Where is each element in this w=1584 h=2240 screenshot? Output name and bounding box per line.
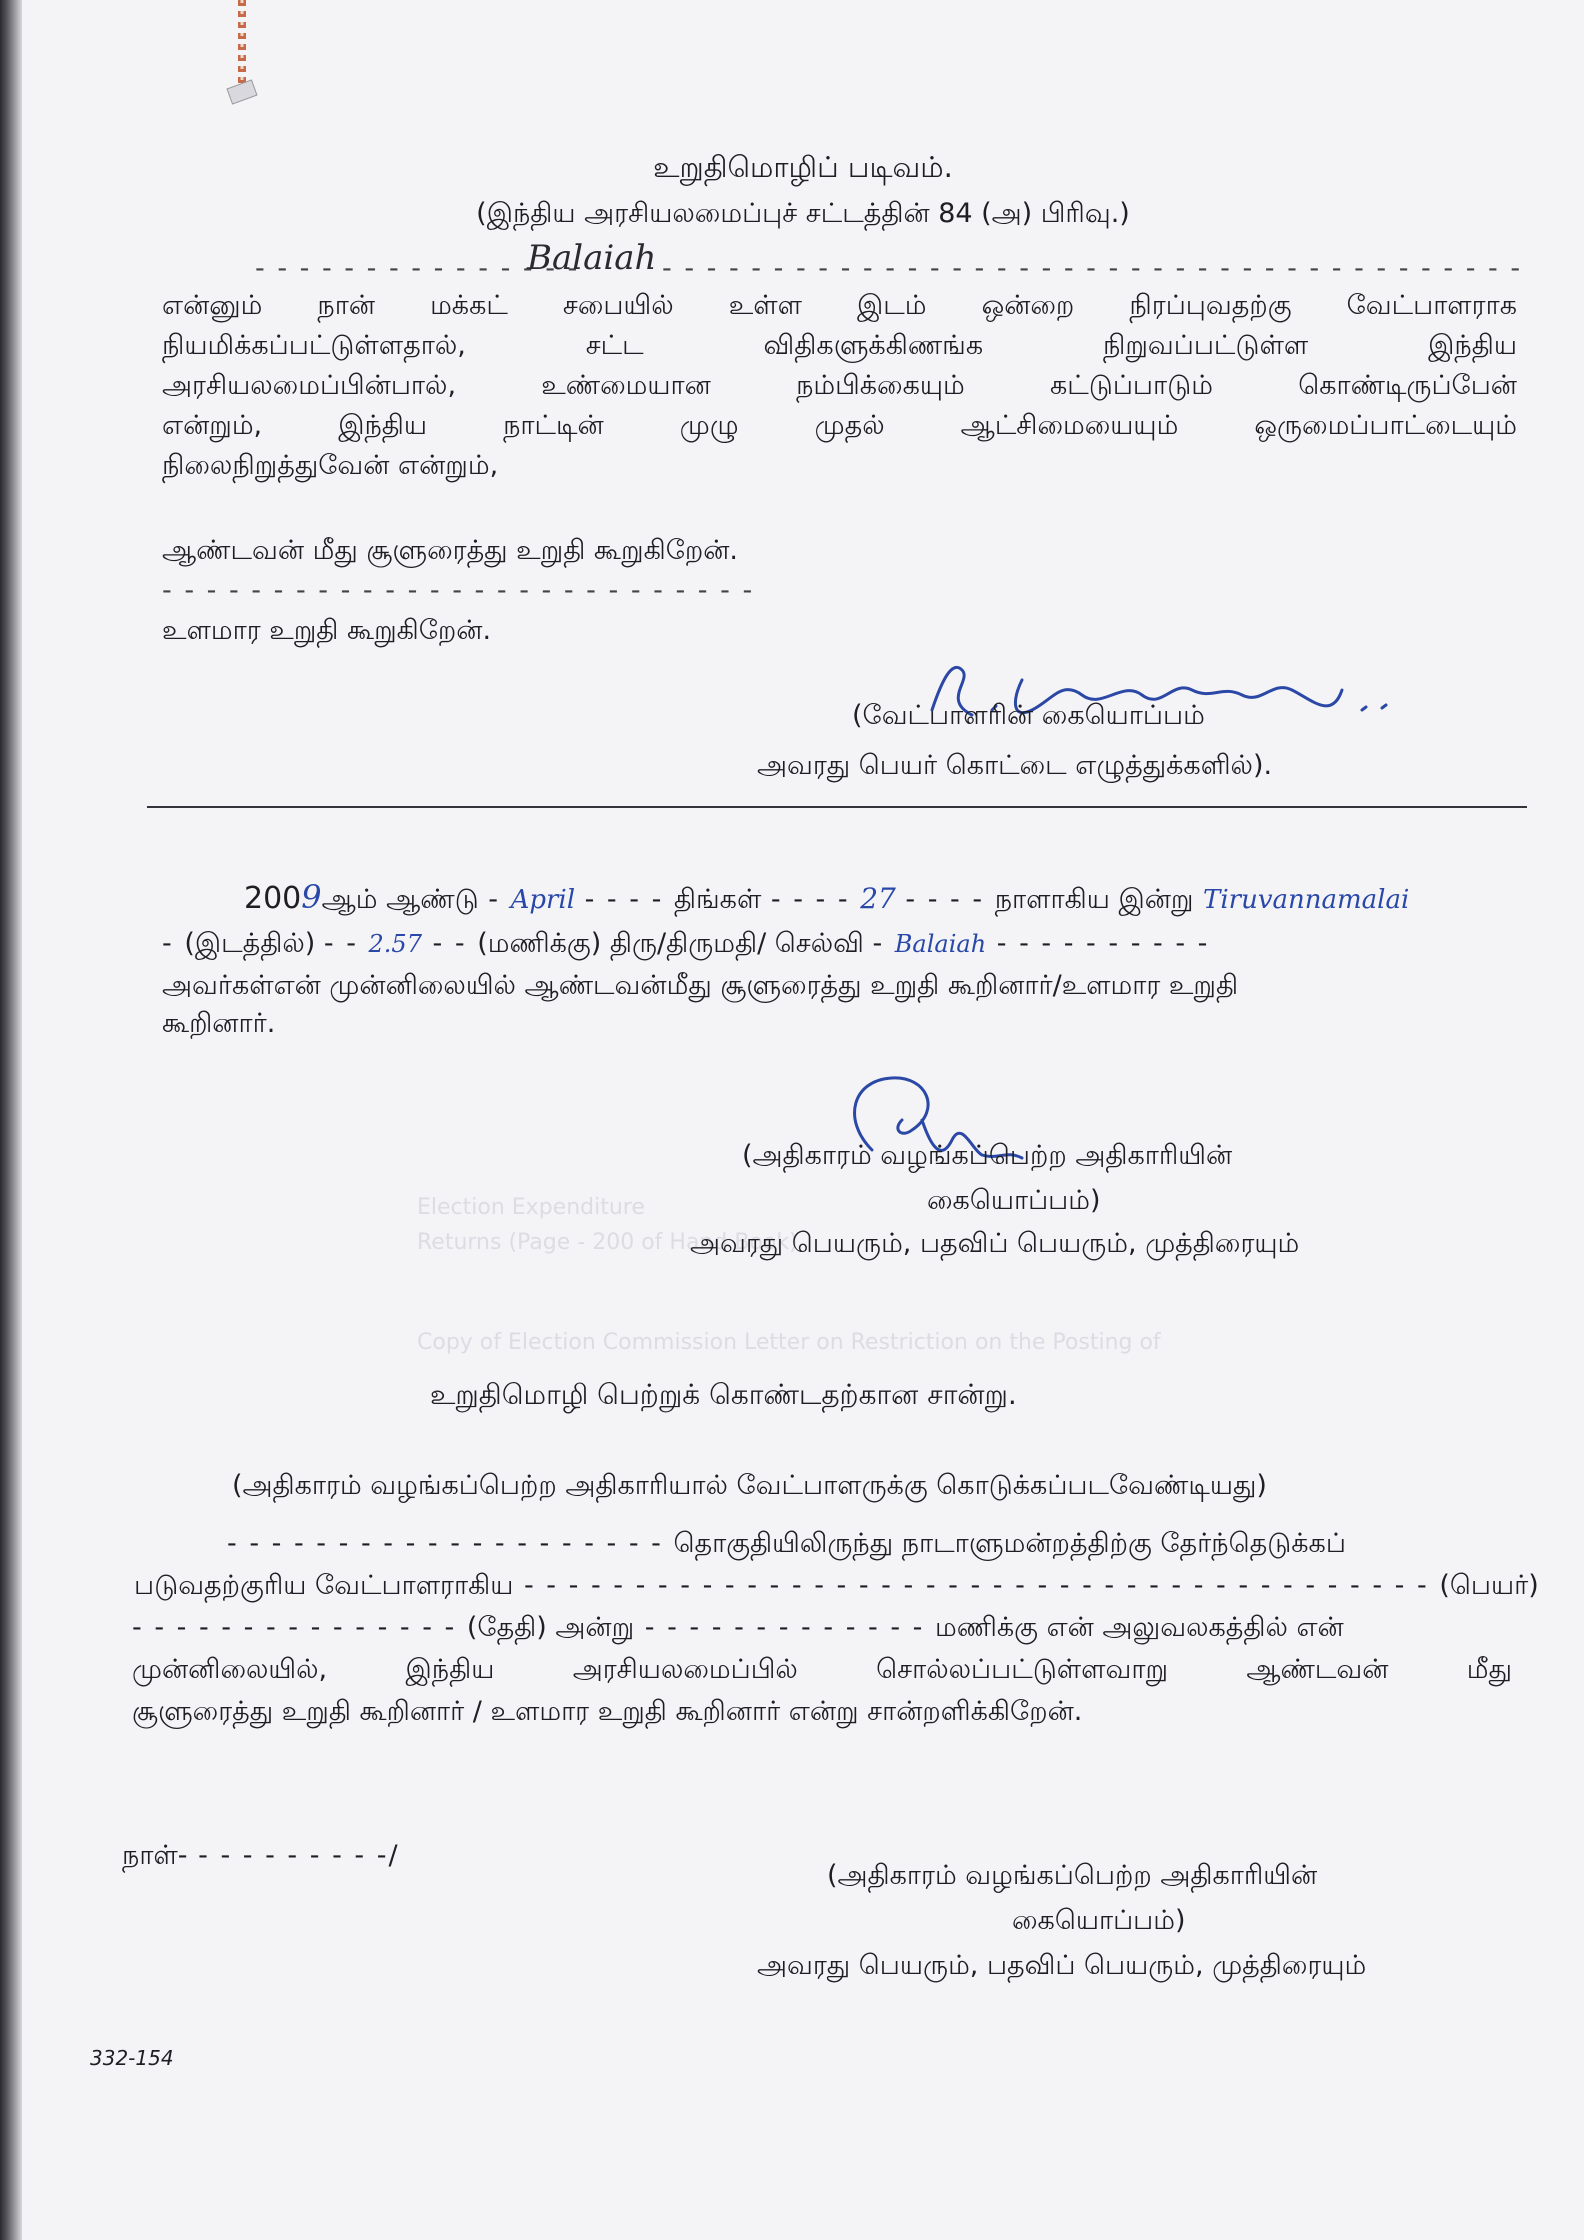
show-through-text: Copy of Election Commission Letter on Restriction on the Posting of <box>417 1330 1161 1355</box>
place-label: (இடத்தில்) <box>184 928 316 959</box>
year-label: ஆம் ஆண்டு <box>321 884 479 915</box>
swear-option: ஆண்டவன் மீது சூளுரைத்து உறுதி கூறுகிறேன். <box>162 535 739 566</box>
certificate-text: படுவதற்குரிய வேட்பாளராகிய <box>134 1570 514 1601</box>
certificate-title: உறுதிமொழி பெற்றுக் கொண்டதற்கான சான்று. <box>430 1378 1017 1411</box>
form-code: 332-154 <box>90 2046 174 2070</box>
certificate-text: தொகுதியிலிருந்து நாடாளுமன்றத்திற்கு தேர்ந்தெடுக்கப் <box>673 1528 1346 1559</box>
officer-signature-caption: கையொப்பம்) <box>927 1185 1101 1216</box>
person-handwritten: Balaiah <box>894 930 987 958</box>
month-handwritten: April <box>510 885 576 915</box>
day-handwritten: 27 <box>860 882 896 915</box>
date-label: நாள்- <box>122 1840 188 1871</box>
year-digit-handwritten: 9 <box>301 878 322 916</box>
oath-text-line: நிலைநிறுத்துவேன் என்றும், <box>162 450 499 481</box>
certificate-text: மணிக்கு என் அலுவலகத்தில் என் <box>935 1612 1344 1643</box>
candidate-name-handwritten: Balaiah <box>527 238 657 278</box>
candidate-signature <box>912 640 1452 750</box>
oath-text-line: அரசியலமைப்பின்பால், உண்மையான நம்பிக்கையும் கட்டுப்பாடும் கொண்டிருப்பேன் <box>162 370 1517 401</box>
day-label: நாளாகிய இன்று <box>994 884 1194 915</box>
form-subtitle: (இந்திய அரசியலமைப்புச் சட்டத்தின் 84 (அ) பிரிவு.) <box>476 198 1130 229</box>
certificate-signature-caption: கையொப்பம்) <box>1012 1905 1186 1936</box>
date-placeholder-label: (தேதி) அன்று <box>466 1612 635 1643</box>
attestation-text: கூறினார். <box>162 1008 276 1039</box>
time-handwritten: 2.57 <box>368 930 422 958</box>
attestation-text: அவர்கள்என் முன்னிலையில் ஆண்டவன்மீது சூளுரைத்து உறுதி கூறினார்/உளமார உறுதி <box>162 970 1239 1001</box>
page-left-edge <box>0 0 22 2240</box>
document-page: Election Expenditure Returns (Page - 200 of Hand Book) Copy of Election Commission Letter on Restriction on the Posting of உறுதிமொழிப் படிவம். (இந்திய அரசியலமைப்புச் சட்டத்தின் 84 (அ) பிரிவு.) - - - - - - - - - - - - - - - Balaiah - - - - - - - - - - - - - - - - - - - - - - - - - - - - - - - - - - - - - - - என்னும் நான் மக்கட் சபையில் உள்ள இடம் ஒன்றை நிரப்புவதற்கு வேட்பாளராக நியமிக்கப்பட்டுள்ளதால், சட்ட விதிகளுக்கிணங்க நிறுவப்பட்டுள்ள இந்திய அரசியலமைப்பின்பால், உண்மையான நம்பிக்கையும் கட்டுப்பாடும் கொண்டிருப்பேன் என்றும், இந்திய நாட்டின் முழு முதல் ஆட்சிமையையும் ஒருமைப்பாட்டையும் நிலைநிறுத்துவேன் என்றும், ஆண்டவன் மீது சூளுரைத்து உறுதி கூறுகிறேன். - - - - - - - - - - - - - - - - - - - - - - - - - - - உளமார உறுதி கூறுகிறேன். (வேட்பாளரின் கையொப்பம் அவரது பெயர் கொட்டை எழுத்துக்களில்). 2009ஆம் ஆண்டு - April - - - - திங்கள் - - - - 27 - - - - நாளாகிய இன்று Tiruvannamalai - (இடத்தில்) - - 2.57 - - (மணிக்கு) திரு/திருமதி/ செல்வி - Balaiah - - - - - - - - - - அவர்கள்என் முன்னிலையில் ஆண்டவன்மீது சூளுரைத்து உறுதி கூறினார்/உளமார உறுதி கூறினார். (அதிகாரம் வழங்கப்பெற்ற அதிகாரியின் கையொப்பம்) அவரது பெயரும், பதவிப் பெயரும், முத்திரையும் உறுதிமொழி பெற்றுக் கொண்டதற்கான சான்று. (அதிகாரம் வழங்கப்பெற்ற அதிகாரியால் வேட்பாளருக்கு கொடுக்கப்படவேண்டியது) - - - - - - - - - - - - - - - - - - - - தொகுதியிலிருந்து நாடாளுமன்றத்திற்கு தேர்ந்தெடுக்கப் படுவதற்குரிய வேட்பாளராகிய - - - - - - - - - - - - - - - - - - - - - - - - - - - - - - - - - - - - - - - - - (பெயர்) - - - - - - - - - - - - - - - (தேதி) அன்று - - - - - - - - - - - - - மணிக்கு என் அலுவலகத்தில் என் முன்னிலையில், இந்திய அரசியலமைப்பில் சொல்லப்பட்டுள்ளவாறு ஆண்டவன் மீது சூளுரைத்து உறுதி கூறினார் / உளமார உறுதி கூறினார் என்று சான்றளிக்கிறேன். நாள்- - - - - - - - - -/ (அதிகாரம் வழங்கப்பெற்ற அதிகாரியின் கையொப்பம்) அவரது பெயரும், பதவிப் பெயரும், முத்திரையும் 332-154 <box>22 0 1584 2240</box>
oath-text-line: நியமிக்கப்பட்டுள்ளதால், சட்ட விதிகளுக்கிணங்க நிறுவப்பட்டுள்ள இந்திய <box>162 330 1517 361</box>
form-title: உறுதிமொழிப் படிவம். <box>653 150 953 184</box>
place-handwritten: Tiruvannamalai <box>1203 885 1410 915</box>
show-through-text: Election Expenditure <box>417 1195 645 1220</box>
officer-signature-caption: அவரது பெயரும், பதவிப் பெயரும், முத்திரையும் <box>690 1228 1300 1259</box>
year-prefix: 200 <box>244 881 302 916</box>
time-label: (மணிக்கு) திரு/திருமதி/ செல்வி <box>477 928 864 959</box>
oath-text-line: என்னும் நான் மக்கட் சபையில் உள்ள இடம் ஒன்றை நிரப்புவதற்கு வேட்பாளராக <box>162 290 1517 321</box>
officer-signature-caption: (அதிகாரம் வழங்கப்பெற்ற அதிகாரியின் <box>742 1140 1233 1171</box>
section-divider <box>147 806 1527 808</box>
certificate-signature-caption: அவரது பெயரும், பதவிப் பெயரும், முத்திரையும் <box>757 1950 1367 1981</box>
candidate-signature-caption: (வேட்பாளரின் கையொப்பம் <box>852 700 1205 731</box>
certificate-text: முன்னிலையில், இந்திய அரசியலமைப்பில் சொல்லப்பட்டுள்ளவாறு ஆண்டவன் மீது <box>132 1654 1512 1685</box>
certificate-text: சூளுரைத்து உறுதி கூறினார் / உளமார உறுதி கூறினார் என்று சான்றளிக்கிறேன். <box>132 1696 1083 1727</box>
month-label: திங்கள் <box>673 884 762 915</box>
name-placeholder-label: (பெயர்) <box>1439 1570 1539 1601</box>
certificate-signature-caption: (அதிகாரம் வழங்கப்பெற்ற அதிகாரியின் <box>827 1860 1318 1891</box>
binding-thread <box>217 0 267 110</box>
oath-text-line: என்றும், இந்திய நாட்டின் முழு முதல் ஆட்சிமையையும் ஒருமைப்பாட்டையும் <box>162 410 1517 441</box>
affirm-option: உளமார உறுதி கூறுகிறேன். <box>162 615 492 646</box>
show-through-text: Returns (Page - 200 of Hand Book) <box>417 1230 798 1255</box>
certificate-subtitle: (அதிகாரம் வழங்கப்பெற்ற அதிகாரியால் வேட்பாளருக்கு கொடுக்கப்படவேண்டியது) <box>232 1470 1267 1501</box>
candidate-signature-caption: அவரது பெயர் கொட்டை எழுத்துக்களில்). <box>757 750 1273 781</box>
